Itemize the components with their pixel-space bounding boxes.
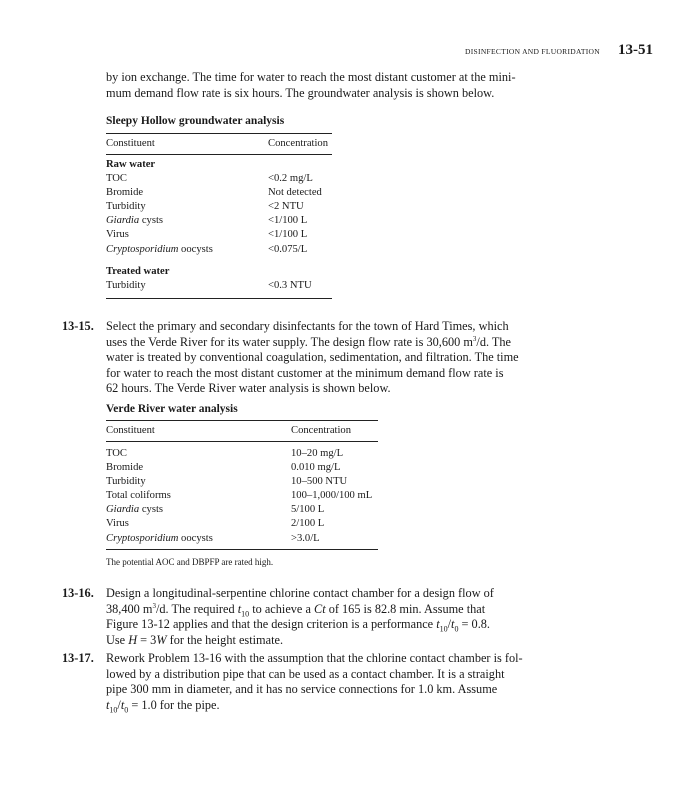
problem-13-15 xyxy=(62,319,622,397)
table1-row-name: Bromide xyxy=(106,187,144,198)
page-number: 13-51 xyxy=(618,42,653,58)
intro-paragraph xyxy=(106,70,516,101)
table2-row-name: Bromide xyxy=(106,462,144,473)
problem-line: $t_{10}/t_0 = 1.0$ for the pipe. xyxy=(106,697,220,714)
problem-line: Rework Problem 13-16 with the assumption that the chlorine contact chamber is fol- xyxy=(106,651,523,665)
table2-footnote: The potential AOC and DBPFP are rated high. xyxy=(106,557,274,567)
problem-line: lowed by a distribution pipe that can be used as a contact chamber. It is a straight xyxy=(106,666,505,681)
problem-number: 13-17. xyxy=(62,651,94,665)
running-title: DISINFECTION AND FLUORIDATION xyxy=(465,47,600,56)
table1-row-name: Turbidity xyxy=(106,201,146,212)
table2-row-name: Giardia cysts xyxy=(106,504,164,515)
running-header xyxy=(465,42,653,59)
table2-row-name: Total coliforms xyxy=(106,490,171,501)
table1-group-raw-water: Raw water xyxy=(106,159,156,170)
table2-row-name: Virus xyxy=(106,518,129,529)
problem-line: Select the primary and secondary disinfectants for the town of Hard Times, which xyxy=(106,319,509,333)
table2-row-value: 0.010 mg/L xyxy=(291,462,341,473)
problem-line: uses the Verde River for its water supply. The design flow rate is 30,600 $m^3/d$. The xyxy=(106,334,512,349)
table2-row-name: TOC xyxy=(106,448,127,459)
table2-row-value: >3.0/L xyxy=(291,533,320,544)
problem-line: Use H = 3W for the height estimate. xyxy=(106,632,284,647)
table2-row-value: 10–20 mg/L xyxy=(291,448,344,459)
table2-bottom-rule xyxy=(106,549,378,550)
problem-line: Figure 13-12 applies and that the design criterion is a performance $t_{10}/t_0 = 0.8$. xyxy=(106,617,490,634)
intro-line: mum demand flow rate is six hours. The groundwater analysis is shown below. xyxy=(106,85,495,100)
table1-title: Sleepy Hollow groundwater analysis xyxy=(106,115,285,127)
table2-col-constituent: Constituent xyxy=(106,425,155,436)
table1-col-constituent: Constituent xyxy=(106,138,155,149)
table1-row-name: TOC xyxy=(106,173,127,184)
table1-group-treated-water: Treated water xyxy=(106,266,170,277)
table2-row-value: 5/100 L xyxy=(291,504,325,515)
problem-line: 62 hours. The Verde River water analysis is shown below. xyxy=(106,381,391,395)
problem-13-17 xyxy=(62,651,622,713)
table1-header-rule xyxy=(106,154,332,155)
table1-row-name: Turbidity xyxy=(106,280,146,291)
table1-row-value: Not detected xyxy=(268,187,322,198)
table1-row-value: <1/100 L xyxy=(268,229,308,240)
problem-line: water is treated by conventional coagulation, sedimentation, and filtration. The time xyxy=(106,350,519,364)
table1-bottom-rule xyxy=(106,298,332,299)
table2-row-value: 2/100 L xyxy=(291,518,325,529)
table1-col-concentration: Concentration xyxy=(268,138,329,149)
problem-line: Design a longitudinal-serpentine chlorine contact chamber for a design flow of xyxy=(106,586,494,600)
table2-row-name: Turbidity xyxy=(106,476,146,487)
problem-line: 38,400 $m^3/d$. The required $t_{10}$ to achieve a Ct of 165 is 82.8 min. Assume that xyxy=(106,601,486,618)
table2-header-rule xyxy=(106,441,378,442)
table1-row-value: <1/100 L xyxy=(268,215,308,226)
problem-line: pipe 300 mm in diameter, and it has no service connections for 1.0 km. Assume xyxy=(106,682,498,696)
problem-line: for water to reach the most distant customer at the minimum demand flow rate is xyxy=(106,365,504,380)
problem-number: 13-15. xyxy=(62,319,94,333)
table1-row-value: <2 NTU xyxy=(268,201,304,212)
table1-top-rule xyxy=(106,133,332,134)
table2-title: Verde River water analysis xyxy=(106,403,238,415)
table2-row-value: 10–500 NTU xyxy=(291,476,348,487)
table1-row-name: Giardia cysts xyxy=(106,215,164,226)
intro-line: by ion exchange. The time for water to reach the most distant customer at the mini- xyxy=(106,70,516,84)
table1-row-value: <0.2 mg/L xyxy=(268,173,313,184)
table1-row-value: <0.3 NTU xyxy=(268,280,312,291)
problem-13-16 xyxy=(62,586,622,648)
table2-row-value: 100–1,000/100 mL xyxy=(291,490,373,501)
table2-top-rule xyxy=(106,420,378,421)
table2-col-concentration: Concentration xyxy=(291,425,352,436)
table2-row-name: Cryptosporidium oocysts xyxy=(106,533,213,544)
table1-row-value: <0.075/L xyxy=(268,244,308,255)
problem-number: 13-16. xyxy=(62,586,94,600)
table1-row-name: Cryptosporidium oocysts xyxy=(106,244,213,255)
table1-row-name: Virus xyxy=(106,229,129,240)
